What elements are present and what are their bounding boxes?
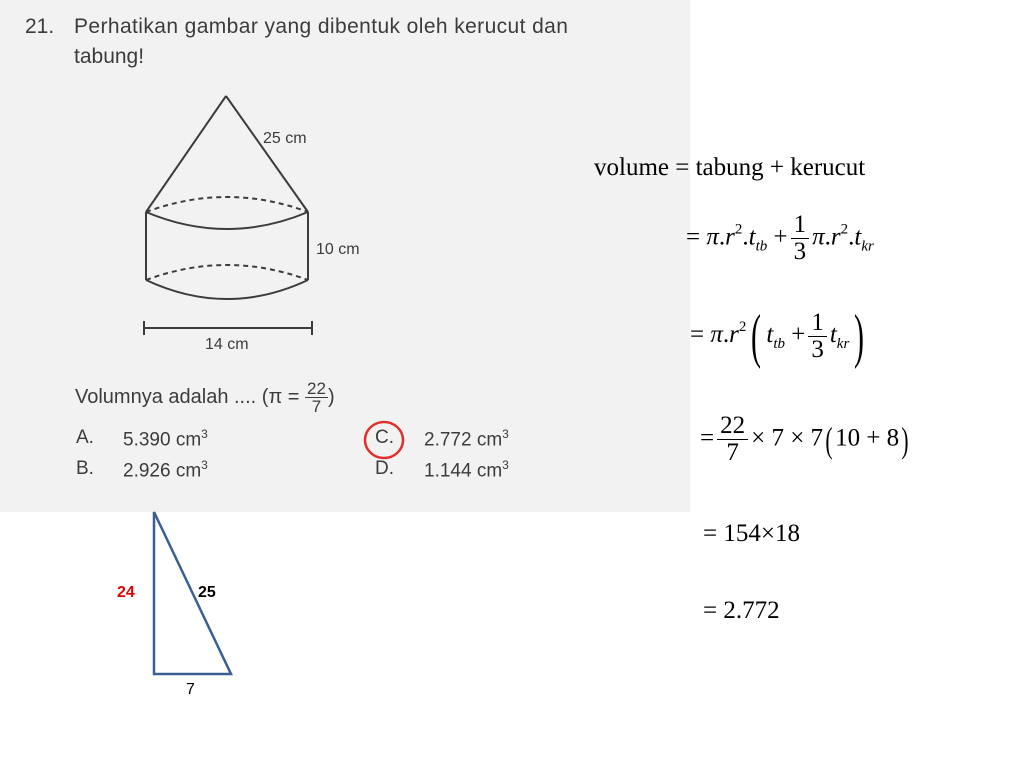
solution-line-5: = 154×18 [703,520,800,547]
question-number: 21. [25,15,55,38]
cylinder-top-back [146,197,308,212]
cone-left-edge [146,96,226,212]
triangle-base-label: 7 [186,681,195,698]
right-triangle [140,500,250,690]
volume-prompt: Volumnya adalah .... (π = $\frac{22}{7}$ ) [75,379,335,416]
cone-slant-edge [226,96,308,212]
height-label: 10 cm [316,241,360,258]
solution-line-1: volume = tabung + kerucut [594,154,866,181]
option-a[interactable]: A. 5.390 $cm^3$ [76,427,208,451]
cylinder-bottom-front [146,280,308,299]
question-line-1: Perhatikan gambar yang dibentuk oleh kerucut dan [74,15,569,38]
solution-line-3: = $\pi.r^2$( $t_{tb}$ + $\frac{1}{3}$ $t_{kr}$) [690,303,865,369]
solution-line-2: = $\pi.r^2.t_{tb}$ + $\frac{1}{3}$ $\pi.r^2.t_{kr}$ [686,211,874,266]
solution-line-6: = 2.772 [703,597,780,624]
option-b[interactable]: B. 2.926 $cm^3$ [76,458,208,482]
diameter-label: 14 cm [205,336,249,353]
slant-label: 25 cm [263,130,307,147]
cylinder-bottom-back [146,265,308,280]
option-d[interactable]: D. 1.144 $cm^3$ [375,458,509,482]
cone-cylinder-figure [130,90,360,360]
solution-line-4: = $\frac{22}{7}$ × 7 × 7(10 + 8) [700,412,909,467]
triangle-hypotenuse-label: 25 [198,584,216,601]
cylinder-top-front [146,212,308,229]
option-c[interactable]: C. 2.772 $cm^3$ [375,427,509,451]
question-line-2: tabung! [74,45,145,68]
triangle-height-label: 24 [117,584,135,601]
